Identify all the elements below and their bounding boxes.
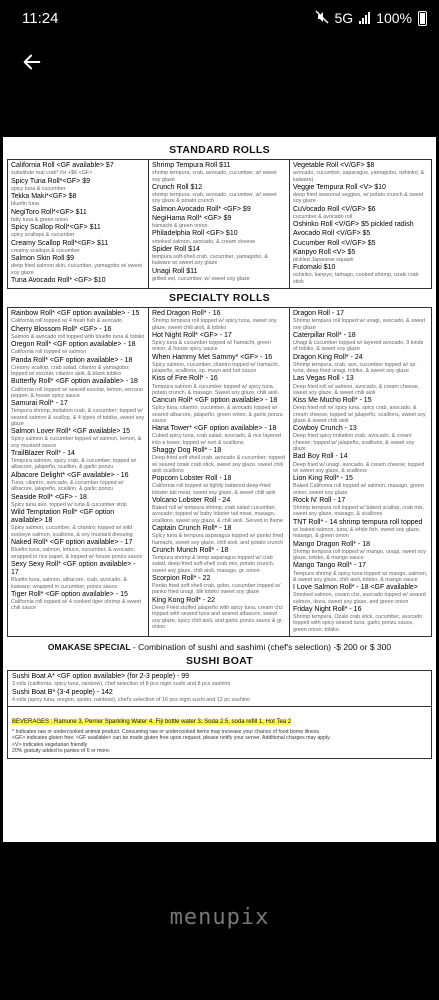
menu-item xyxy=(152,575,286,596)
menu-item-desc: 4 rolls (spicy tuna, oregon, spider, rainbow), chef's selection of 16 pcs nigiri sushi and 12 pc sashimi xyxy=(12,696,250,703)
menu-item-desc: California roll topped w/ lightly battered deep-fried lobster tail meat, sweet soy glaze, & sweet chili aioli xyxy=(152,483,276,496)
menu-item-name: Kiss Me Mucho Roll* - 15 xyxy=(293,397,372,405)
menu-item-name: Creamy Scallop Roll*<GF> $11 xyxy=(11,239,109,247)
menu-item-name: Salmon Skin Roll $9 xyxy=(11,255,75,262)
menu-item-name: Friday Night Roll* - 16 xyxy=(293,605,362,613)
menu-item-name: Cancun Roll* <GF option available> - 18 xyxy=(152,397,278,405)
omakase-desc: - Combination of sushi and sashimi (chef's selection) -$ 200 or $ 300 xyxy=(132,642,392,653)
beverages-line: BEVERAGES : Ramune 3, Perrier Sparkling Water 4, Fiji bottle water 3, Soda 2.5, soda refill 1, Hot Tea 2 xyxy=(12,719,292,726)
standard-col-1 xyxy=(8,160,149,288)
menu-item xyxy=(11,357,145,378)
menu-item xyxy=(11,224,145,239)
menu-item-name: Popcorn Lobster Roll - 18 xyxy=(152,475,232,483)
menu-item xyxy=(11,341,145,356)
menu-item-name: Red Dragon Roll* - 16 xyxy=(152,310,221,317)
menu-item xyxy=(293,162,428,183)
battery-label: 100% xyxy=(376,10,412,26)
menu-item-name: Spicy Tuna Roll*<GF> $9 xyxy=(11,177,90,185)
menu-item-desc: California roll topped w/ 4 fresh fish & avocado xyxy=(11,318,123,325)
specialty-rolls-title: SPECIALTY ROLLS xyxy=(169,292,270,304)
menu-item xyxy=(11,472,145,493)
menu-item-name: Dragon Roll - 17 xyxy=(293,310,344,317)
menu-item xyxy=(152,184,286,205)
menu-item xyxy=(293,264,428,285)
standard-col-2 xyxy=(149,160,290,288)
menu-item-desc: 3 rolls (california, spicy tuna, rainbow), chef selection of 8 pcs nigiri sushi and 8 pcs sashimi xyxy=(12,681,231,688)
menu-item-name: I Love Salmon Roll* - 18 <GF available> xyxy=(293,584,418,592)
menu-item-name: Kiss of Fire Roll* - 16 xyxy=(152,375,218,383)
arrow-left-icon xyxy=(21,51,43,73)
menu-item xyxy=(11,178,145,193)
footer-notes xyxy=(7,707,432,759)
menu-item-desc: deep fried salmon skin, cucumber, yamagobo w/ sweet soy glaze xyxy=(11,263,142,276)
menu-item-desc: California roll topped w/ seared escolar, lemon, serrano pepper, & house spicy sauce xyxy=(11,386,143,399)
menu-item xyxy=(152,425,286,446)
menu-item xyxy=(152,246,286,267)
menu-item-name: Futomaki $10 xyxy=(293,264,336,272)
menu-item-desc: tempura soft-shell crab, cucumber, yamagobo, & kaiware w/ sweet soy glaze xyxy=(152,254,268,267)
menu-item-name: King Kong Roll* - 22 xyxy=(152,596,216,604)
menu-item-name: Cherry Blossom Roll* <GF> - 16 xyxy=(11,325,112,333)
menu-item xyxy=(152,206,286,214)
menu-image[interactable] xyxy=(3,137,436,842)
menu-item-name: Crunch Roll $12 xyxy=(152,183,203,191)
menu-item xyxy=(152,525,286,546)
menu-item-name: When Hammy Met Sammy* <GF> - 16 xyxy=(152,353,273,361)
menu-item xyxy=(11,494,145,509)
menu-item-name: Captain Crunch Roll* - 18 xyxy=(152,525,232,533)
menu-item xyxy=(11,591,145,612)
back-button[interactable] xyxy=(14,44,50,80)
menu-item-desc: shrimp tempura, crab, avocado, cucumber, w/ sweet soy glaze & potato crunch xyxy=(152,192,277,205)
menu-item xyxy=(293,425,428,452)
menu-item-desc: grilled eel, cucumber, w/ sweet soy glaze xyxy=(152,275,250,282)
menu-item-desc: Deep-fried soft shell crab, avocado & cucumber; topped w/ seared ozaki crab stick, sweet soy glaze, sweet chili aioli scallions xyxy=(152,455,286,474)
menu-item-desc: Bluefin tuna, salmon, albacore, crab, avocado, & kaiware; wrapped in cucumber, ponzu sauce xyxy=(11,577,127,590)
menu-item-name: Cucumber Roll <V/GF> $5 xyxy=(293,239,376,247)
menu-item xyxy=(293,562,428,583)
menu-item-name: Naked Roll* <GF option available> - 17 xyxy=(11,539,133,547)
menu-item-name: Bad Boy Roll - 14 xyxy=(293,453,348,461)
menu-item-desc: Smoked salmon, cream chz, avocado topped w/ seared salmon, ikura, sweet soy glaze, and green onion xyxy=(293,592,426,605)
menu-item-name: Oshinko Roll <V/GF> $5 pickled radish xyxy=(293,221,414,229)
menu-item-desc: spicy scallops & cucumber xyxy=(11,232,75,239)
menu-item xyxy=(11,240,145,255)
specialty-rolls-grid xyxy=(7,307,432,637)
menu-item xyxy=(293,541,428,562)
menu-item-name: Unagi Roll $11 xyxy=(152,267,198,275)
menu-item-desc: Deep fried roll w/ spicy tuna, spicy crab, avocado, & cream cheese; topped w/ jalapeño, scallions, sweet soy glaze & sweet chili aioli xyxy=(293,405,426,424)
menu-item xyxy=(152,597,286,630)
menu-item-name: Las Vegas Roll - 13 xyxy=(293,375,354,383)
menu-item-name: Volcano Lobster Roll - 24 xyxy=(152,496,231,504)
menu-item-desc: Tempura shrimp, imitation crab, & cucumber; topped w/ seared salmon & scallop, & 4 types of tobiko, sweet soy glaze xyxy=(11,408,145,427)
menu-item xyxy=(152,447,286,474)
menu-item-desc: Shrimp tempura roll topped w/ unagi, avocado, & sweet soy glaze xyxy=(293,318,426,331)
menu-item-name: NegiHama Roll* <GF> $9 xyxy=(152,214,232,222)
menu-item-desc: Baked roll w/ tempura shrimp, crab salad cucumber, avocado; topped w/ baby lobster tail meat, masago, scallions, sweet soy glaze, & chili aioli. Served in flame xyxy=(152,505,283,524)
menu-item-desc: Deep fried spicy imitation crab, avocado, & cream cheese; topped w/ jalapeño, scallions, & sweet soy glaze xyxy=(293,433,415,453)
note-line: 20% gratuity added to parties of 6 or more. xyxy=(12,748,111,755)
signal-bars-icon xyxy=(359,12,370,24)
menu-item xyxy=(152,268,286,283)
menu-item xyxy=(293,354,428,375)
menu-item-name: Samurai Roll* - 17 xyxy=(11,400,68,408)
menu-item-desc: Shrimp tempura roll topped w/ spicy tuna, sweet soy glaze, sweet chili aioli, & tobiko xyxy=(152,318,277,331)
menu-item-desc: Salmon & avocado roll topped with bluefin tuna & tobiko xyxy=(11,333,145,340)
menu-item xyxy=(11,162,145,177)
menu-item-name: TNT Roll* - 14 shrimp tempura roll topped xyxy=(293,518,423,526)
menu-item-desc: Tuna, cilantro, avocado, & cucumber topped w/ albacore, jalapeño, scallion, & garlic ponzu xyxy=(11,479,124,493)
menu-item-name: Kanpyo Roll <V> $5 xyxy=(293,248,356,256)
menu-item xyxy=(152,230,286,245)
menu-item-desc: Shrimp tempura, crab, avo, cucumber topped w/ sp. tuna, deep fried unagi, tobiko, & sweet soy glaze xyxy=(293,361,417,375)
status-bar xyxy=(0,0,439,36)
menu-item-name: Caterpillar Roll* - 18 xyxy=(293,331,356,339)
menu-item xyxy=(11,561,145,590)
menu-item-desc: Deep Fried stuffed jalapeño with spicy tuna, cream chz topped with seared tuna and seared albacore, sweet soy glaze, spicy chili aioli, and garlic ponzu sauce & gr. onion xyxy=(152,604,283,630)
menu-item-desc: creamy scallops & cucumber xyxy=(11,247,80,254)
menu-item xyxy=(11,255,145,276)
menu-item xyxy=(12,673,427,688)
menu-item xyxy=(293,230,428,238)
menu-item-name: Sexy Sexy Roll* <GF option available> - 17 xyxy=(11,560,136,577)
menu-item-desc: Tempura shrimp & temp asparagus topped w/ crab salad, deep-fried soft-shell crab mix, potato crunch, sweet soy glaze, chili aioli, masago, gr. onion xyxy=(152,555,275,574)
menu-item xyxy=(152,397,286,424)
menu-item-name: Sushi Boat B* (3-4 people) - 142 xyxy=(12,688,113,696)
menu-item-desc: Spicy tuna avo. topped w/ tuna & cucumber strip xyxy=(11,501,127,508)
menu-item-name: Oregon Roll* <GF option available> - 18 xyxy=(11,341,136,348)
menu-item-desc: bluefin tuna xyxy=(11,201,39,208)
menu-item-desc: oshinko, kanpyo, tamago, cooked shrimp, ozaki crab stick xyxy=(293,272,419,285)
menu-item xyxy=(11,378,145,399)
menu-item-name: Hana Tower* <GF option available> - 18 xyxy=(152,425,277,433)
note-line: * Indicates raw or undercooked animal product. Consuming raw or undercooked items may increase your chance of food borne illness. xyxy=(12,729,321,736)
menu-item-name: Vegetable Roll <V/GF> $8 xyxy=(293,162,375,169)
menu-item xyxy=(152,215,286,230)
menu-item-name: Seaside Roll* <GF> - 18 xyxy=(11,493,87,501)
menu-item-desc: substitute real crab* for +$6 <GF> xyxy=(11,170,93,177)
mute-icon xyxy=(315,10,329,27)
menu-item xyxy=(293,475,428,496)
menu-item-name: Mango Tango Roll* - 17 xyxy=(293,562,367,570)
menu-item-desc: w/ baked salmon, tuna, & white fish, sweet soy glaze, masago, & green onion xyxy=(293,526,421,540)
menu-item-desc: shrimp tempura, crab, avocado, cucumber, w/ sweet soy glaze xyxy=(152,170,277,183)
note-line: <V> indicates vegetarian friendly xyxy=(12,741,88,748)
menu-item xyxy=(152,375,286,396)
menu-item xyxy=(11,539,145,560)
menu-item-name: Spicy Scallop Roll*<GF> $11 xyxy=(11,224,101,231)
menu-item-desc: Spicy salmon, cucumber, & cilantro; topped w/ wild sockeye salmon, scallions, & soy mustard dressing xyxy=(11,525,133,538)
menu-item xyxy=(11,428,145,449)
menu-item-desc: spicy tuna & cucumber xyxy=(11,185,66,192)
menu-item-name: Panda Roll* <GF option available> - 18 xyxy=(11,356,133,364)
menu-item-name: Butterfly Roll* <GF option available> - 18 xyxy=(11,378,138,386)
menu-item xyxy=(293,584,428,605)
specialty-col-2 xyxy=(149,308,290,636)
menu-item-name: Veggie Tempura Roll <V> $10 xyxy=(293,183,386,191)
menu-item xyxy=(11,209,145,224)
status-time: 11:24 xyxy=(22,9,59,27)
menu-item xyxy=(11,193,145,208)
menu-item-desc: Deep fried w/ unagi, avocado, & cream cheese; topped w/ sweet soy glaze, & scallions xyxy=(293,461,425,474)
menu-item-desc: Deep fried roll w/ salmon, avocado, & cream cheese, sweet soy glaze, & sweet chili aioli xyxy=(293,383,420,396)
menu-item-desc: Tempura salmon & cucumber topped w/ spicy tuna, potato crunch, & masago. Sweet soy glaze, chili aioli. xyxy=(152,383,280,396)
menu-item-name: Cowboy Crunch - 13 xyxy=(293,425,357,433)
menu-item-desc: Spicy tuna, cilantro, cucumber, & avocado topped w/ seared albacore, jalapeño, green onion, & garlic ponzu sauce xyxy=(152,405,283,424)
standard-rolls-grid xyxy=(7,159,432,289)
menu-item xyxy=(12,689,427,704)
menu-item-desc: Bluefin tuna, salmon, lettuce, cucumber, & avocado; wrapped in rice paper, & topped w/ house ponzu sauce xyxy=(11,547,143,560)
menu-item xyxy=(152,475,286,496)
network-label: 5G xyxy=(334,10,354,26)
menu-item-desc: Baked California roll topped w/ salmon, masago, green onion, sweet soy glaze xyxy=(293,483,424,496)
menu-item-name: Wild Temptation Roll* <GF option available> 18 xyxy=(11,509,115,525)
menu-item-desc: Panko fried soft shell crab, gobo, cucumber topped w/ panko fried unagi, blk tobiko sweet soy glaze xyxy=(152,583,281,596)
menu-item xyxy=(152,162,286,183)
menu-item xyxy=(152,354,286,375)
menu-item-name: Spider Roll $14 xyxy=(152,245,200,253)
menu-item xyxy=(11,326,145,341)
menu-item-name: Albacore Delight* <GF available> - 16 xyxy=(11,471,129,479)
menu-item-name: NegiToro Roll*<GF> $11 xyxy=(11,208,87,216)
menu-item-name: Mango Dragon Roll* - 18 xyxy=(293,540,371,548)
menu-item-desc: Shrimp tempura roll topped w/ baked scallop, crab mix, sweet soy glaze, masago, & scallions xyxy=(293,505,425,518)
menu-item xyxy=(152,310,286,331)
menu-item-name: Salmon Avocado Roll* <GF> $9 xyxy=(152,205,251,213)
menu-item xyxy=(293,310,428,331)
battery-icon xyxy=(418,11,427,26)
menu-item-desc: fatty tuna & green onion xyxy=(11,216,69,223)
specialty-col-1 xyxy=(8,308,149,636)
specialty-col-3 xyxy=(290,308,431,636)
menu-item-name: Lion King Roll* - 15 xyxy=(293,475,353,483)
menu-item-desc: Tempura salmon, spicy crab, & cucumber; topped w/ albacore, jalapeño, scallion, & garlic ponzu xyxy=(11,458,137,471)
menu-item-name: Sushi Boat A* <GF option available> (for 2-3 people) - 99 xyxy=(12,673,190,681)
status-icons xyxy=(315,10,428,27)
menu-item-name: California Roll <GF available> $7 xyxy=(11,162,114,169)
menu-item-name: Philadelphia Roll <GF> $10 xyxy=(152,230,238,238)
menu-item-desc: Spicy tuna & tempura asparagus topped w/ panko fried hamachi, sweet soy glaze, chili aioli, and potato crunch xyxy=(152,533,284,546)
note-line: <GF> indicates gluten free; <GF available> can be made gluten free upon request, please notify your server. Additional charges may apply. xyxy=(12,735,331,742)
menu-item-desc: Unagi & cucumber topped w/ layered avocado, 3 kinds of tobiko, & sweet soy glaze xyxy=(293,340,424,353)
sushi-boat-title: SUSHI BOAT xyxy=(186,655,253,668)
menupix-watermark: menupix xyxy=(169,905,270,930)
menu-item xyxy=(11,310,145,325)
menu-item-desc: hamachi & green onion xyxy=(152,223,208,229)
menu-item-desc: California roll topped w/ 4 cooked tiger shrimp & sweet chili sauce xyxy=(11,599,142,612)
menu-item xyxy=(293,240,428,248)
standard-rolls-title: STANDARD ROLLS xyxy=(169,144,270,156)
menu-item xyxy=(152,547,286,574)
menu-item xyxy=(11,277,145,285)
menu-item-desc: Spicy salmon & cucumber topped w/ salmon, lemon, & soy mustard sauce xyxy=(11,436,142,449)
menu-item xyxy=(152,332,286,353)
menu-item-desc: pickled Japanese squash xyxy=(293,256,354,263)
standard-col-3 xyxy=(290,160,431,288)
menu-item-name: Tuna Avocado Roll* <GF> $10 xyxy=(11,276,106,284)
menu-item-desc: Spicy tuna & cucumber topped w/ hamachi, green onion, & house spicy sauce xyxy=(152,340,271,353)
menu-item-name: Rainbow Roll* <GF option available> - 15 xyxy=(11,310,140,317)
menu-item xyxy=(293,332,428,353)
menu-item-name: Scorpion Roll* - 22 xyxy=(152,574,211,582)
menu-item-desc: California roll topped w/ salmon xyxy=(11,349,87,356)
sushi-boat-box xyxy=(7,670,432,707)
menu-item xyxy=(11,450,145,471)
menu-item-name: Tekka Maki*<GF> $8 xyxy=(11,193,77,200)
menu-item xyxy=(293,497,428,518)
menu-item xyxy=(293,184,428,205)
menu-item-desc: deep fried seasonal veggies, w/ potato crunch & sweet soy glaze xyxy=(293,192,424,205)
menu-item xyxy=(293,221,428,229)
menu-item xyxy=(293,397,428,424)
menu-item-desc: Shrimp tempura, Ozaki crab stick, cucumber, avocado topped with spicy seared tuna, garlic ponzu sauce, green onion, tobiko xyxy=(293,614,423,633)
menu-item-name: Rock N' Roll - 17 xyxy=(293,496,346,504)
menu-item-desc: Shrimp tempura roll topped w/ mango, unagi, sweet soy glaze, tobiko, & mango sauce xyxy=(293,548,427,562)
omakase-special xyxy=(7,642,432,652)
menu-item-desc: avocado, cucumber, asparagus, yamagobo, oshinko, & kaiware) xyxy=(293,170,425,183)
menu-item xyxy=(293,453,428,474)
menu-item-name: Avocado Roll <V/GF> $5 xyxy=(293,230,371,238)
menu-item xyxy=(293,249,428,264)
menu-item-desc: Creamy scallop, crab salad, cilantro & yamagobo; topped w/ escolar, cilantro aioli, & black tobiko xyxy=(11,364,130,377)
menu-item xyxy=(11,509,145,538)
omakase-title: OMAKASE SPECIAL xyxy=(47,642,131,653)
menu-item-desc: Cubed spicy tuna, crab salad, avocado, & rice layered into a tower, topped w/ nori & scallions xyxy=(152,433,281,446)
menu-item-name: Crunch Munch Roll* - 18 xyxy=(152,546,229,554)
menu-item-name: Tiger Roll* <GF option available> - 15 xyxy=(11,590,128,598)
menu-item-desc: Spicy salmon, cucumber, cilantro topped w/ hamachi, jalapeño, scallions, sp. mayo and hot sauce xyxy=(152,361,280,375)
menu-item xyxy=(293,606,428,633)
menu-item-name: Shrimp Tempura Roll $11 xyxy=(152,162,231,169)
menu-item-desc: Tempura shrimp & spicy tuna topped w/ mango, salmon, & sweet soy glaze, chili aioli, tobiko, & mango sauce xyxy=(293,570,428,583)
menu-item xyxy=(152,497,286,524)
menu-item-name: Salmon Lover Roll* <GF available> 15 xyxy=(11,428,131,436)
menu-item-name: CuVocado Roll <V/GF> $6 xyxy=(293,205,376,213)
menu-item xyxy=(293,206,428,221)
menu-item xyxy=(293,375,428,396)
menu-item-name: Dragon King Roll* - 24 xyxy=(293,353,363,361)
menu-item-name: TrailBlazer Roll* - 14 xyxy=(11,449,75,457)
menu-item-name: Shaggy Dog Roll* - 18 xyxy=(152,447,222,455)
menu-item xyxy=(11,400,145,427)
menu-item-desc: smoked salmon, avocado, & cream cheese xyxy=(152,238,256,245)
menu-item-desc: cucumber & avocado roll xyxy=(293,213,353,220)
menu-item-name: Hot Night Roll* <GF> - 17 xyxy=(152,331,232,339)
menu-item xyxy=(293,519,428,540)
